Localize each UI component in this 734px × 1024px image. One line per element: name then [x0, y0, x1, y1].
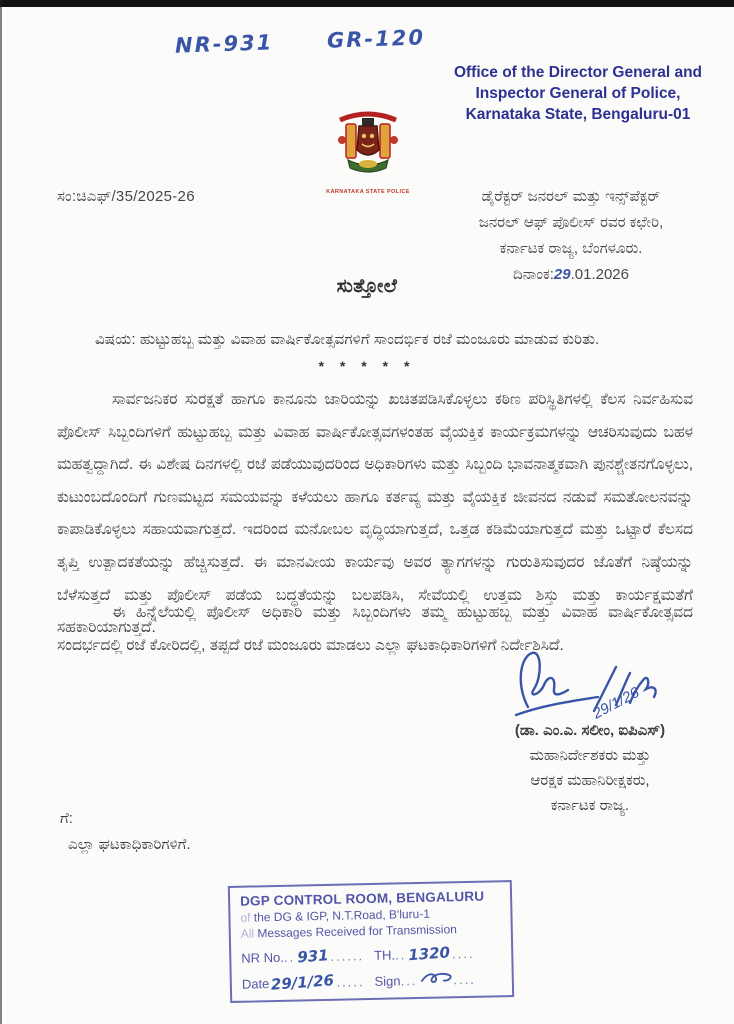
stamp-address-line: the DG & IGP, N.T.Road, B'luru-1 — [253, 906, 431, 925]
reference-number: ಸಂ:ಚಿಎಫ್/35/2025-26 — [57, 188, 195, 205]
asterisk-separator: * * * * * — [318, 358, 416, 374]
date-printed: .01.2026 — [570, 266, 629, 283]
stamp-note-line: Messages Received for Transmission — [257, 922, 458, 941]
stamp-faded-prefix: All — [240, 926, 258, 941]
to-label: ಗೆ: — [60, 810, 73, 827]
dotted-leader: ... — [400, 973, 418, 989]
date-label: ದಿನಾಂಕ: — [513, 266, 554, 283]
issuing-office-address — [420, 184, 722, 288]
handwritten-gr-number: GR-120 — [326, 25, 426, 53]
scan-artifact-left-strip — [0, 0, 2, 1024]
stamp-nr-th-row — [241, 943, 503, 966]
address-line: ಡೈರೆಕ್ಟರ್ ಜನರಲ್ ಮತ್ತು ಇನ್ಸ್‌ಪೆಕ್ಟರ್ — [481, 188, 661, 205]
handwritten-stamp-th: 1320 — [407, 943, 451, 965]
dotted-leader: .... — [451, 945, 475, 962]
signatory-name: (ಡಾ. ಎಂ.ಎ. ಸಲೀಂ, ಐಪಿಎಸ್) — [514, 722, 666, 739]
dotted-leader: .. — [283, 949, 296, 965]
stamp-signature-scribble-icon — [419, 970, 453, 985]
stamp-th-label: TH. — [373, 947, 396, 963]
signatory-designation: ಕರ್ನಾಟಕ ರಾಜ್ಯ. — [550, 797, 630, 814]
stamp-nr-label: NR No. — [241, 949, 285, 966]
subject-line: ವಿಷಯ: ಹುಟ್ಟುಹಬ್ಬ ಮತ್ತು ವಿವಾಹ ವಾರ್ಷಿಕೋತ್ಸವಗಳಿಗೆ ಸಾಂದರ್ಭಿಕ ರಜೆ ಮಂಜೂರು ಮಾಡುವ ಕುರಿತು. — [95, 331, 600, 348]
stamp-date-sign-row — [242, 969, 504, 992]
recipient-line: ಎಲ್ಲಾ ಘಟಕಾಧಿಕಾರಿಗಳಿಗೆ. — [68, 836, 191, 853]
signature-date-mark: 29/1/26 — [589, 684, 643, 723]
stamp-sign-label: Sign — [374, 973, 401, 989]
dotted-leader: ..... — [336, 974, 365, 990]
address-line: ಜನರಲ್ ಆಫ್ ಪೊಲೀಸ್ ರವರ ಕಛೇರಿ, — [478, 214, 664, 231]
body-paragraph-2: ಈ ಹಿನ್ನೆಲೆಯಲ್ಲಿ ಪೊಲೀಸ್ ಅಧಿಕಾರಿ ಮತ್ತು ಸಿಬ್ಬಂದಿಗಳು ತಮ್ಮ ಹುಟ್ಟುಹಬ್ಬ ಮತ್ತು ವಿವಾಹ ವಾರ್ಷಿಕೋತ್ಸವದ ಸಂದರ್ಭದಲ್ಲಿ ರಜೆ ಕೋರಿದಲ್ಲಿ, ತಪ್ಪದೆ ರಜೆ ಮಂಜೂರು ಮಾಡಲು ಎಲ್ಲಾ ಘಟಕಾಧಿಕಾರಿಗಳಿಗೆ ನಿರ್ದೇಶಿಸಿದೆ. — [57, 604, 693, 654]
stamp-date-label: Date — [241, 976, 270, 992]
signatory-designation: ಮಹಾನಿರ್ದೇಶಕರು ಮತ್ತು — [529, 747, 651, 764]
handwritten-date-day: 29 — [553, 266, 571, 283]
dotted-leader: ...... — [330, 948, 365, 964]
letterhead-line: Office of the Director General and — [453, 64, 703, 81]
dotted-leader: .. — [394, 947, 407, 963]
address-line: ಕರ್ನಾಟಕ ರಾಜ್ಯ, ಬೆಂಗಳೂರು. — [499, 240, 643, 257]
handwritten-stamp-nr: 931 — [296, 946, 330, 967]
scan-artifact-top-bar — [0, 0, 734, 7]
karnataka-state-police-emblem — [322, 106, 414, 195]
dotted-leader: .... — [453, 971, 476, 988]
signatory-block — [470, 718, 710, 818]
police-crest-icon — [322, 106, 414, 190]
emblem-caption: KARNATAKA STATE POLICE — [326, 189, 410, 195]
dgp-control-room-stamp — [228, 880, 514, 1003]
signatory-designation: ಆರಕ್ಷಕ ಮಹಾನಿರೀಕ್ಷಕರು, — [530, 772, 650, 789]
stamp-title: DGP CONTROL ROOM, BENGALURU — [239, 888, 485, 909]
letterhead-office-title — [432, 62, 724, 125]
document-title: ಸುತ್ತೋಲೆ — [336, 276, 398, 297]
body-paragraph-1: ಸಾರ್ವಜನಿಕರ ಸುರಕ್ಷತೆ ಹಾಗೂ ಕಾನೂನು ಜಾರಿಯನ್ನು ಖಚಿತಪಡಿಸಿಕೊಳ್ಳಲು ಕಠಿಣ ಪರಿಸ್ಥಿತಿಗಳಲ್ಲಿ ಕೆಲಸ ನಿರ್ವಹಿಸುವ ಪೊಲೀಸ್ ಸಿಬ್ಬಂದಿಗಳಿಗೆ ಹುಟ್ಟುಹಬ್ಬ ಮತ್ತು ವಿವಾಹ ವಾರ್ಷಿಕೋತ್ಸವಗಳಂತಹ ವೈಯಕ್ತಿಕ ಕಾರ್ಯಕ್ರಮಗಳನ್ನು ಆಚರಿಸುವುದು ಬಹಳ ಮಹತ್ವದ್ದಾಗಿದೆ. ಈ ವಿಶೇಷ ದಿನಗಳಲ್ಲಿ ರಜೆ ಪಡೆಯುವುದರಿಂದ ಅಧಿಕಾರಿಗಳು ಮತ್ತು ಸಿಬ್ಬಂದಿ ಭಾವನಾತ್ಮಕವಾಗಿ ಪುನಶ್ಚೇತನಗೊಳ್ಳಲು, ಕುಟುಂಬದೊಂದಿಗೆ ಗುಣಮಟ್ಟದ ಸಮಯವನ್ನು ಕಳೆಯಲು ಹಾಗೂ ಕರ್ತವ್ಯ ಮತ್ತು ವೈಯಕ್ತಿಕ ಜೀವನದ ನಡುವೆ ಸಮತೋಲನವನ್ನು ಕಾಪಾಡಿಕೊಳ್ಳಲು ಸಹಾಯವಾಗುತ್ತದೆ. ಇದರಿಂದ ಮನೋಬಲ ವೃದ್ಧಿಯಾಗುತ್ತದೆ, ಒತ್ತಡ ಕಡಿಮೆಯಾಗುತ್ತದೆ ಮತ್ತು ಒಟ್ಟಾರೆ ಕೆಲಸದ ತೃಪ್ತಿ ಉತ್ಪಾದಕತೆಯನ್ನು ಹೆಚ್ಚಿಸುತ್ತದೆ. ಈ ಮಾನವೀಯ ಕಾರ್ಯವು ಅವರ ತ್ಯಾಗಗಳನ್ನು ಗುರುತಿಸುವುದರ ಜೊತೆಗೆ ನಿಷ್ಠೆಯನ್ನು ಬೆಳೆಸುತ್ತದೆ ಮತ್ತು ಪೊಲೀಸ್ ಪಡೆಯ ಬದ್ಧತೆಯನ್ನು ಬಲಪಡಿಸಿ, ಸೇವೆಯಲ್ಲಿ ಉತ್ತಮ ಶಿಸ್ತು ಮತ್ತು ಕಾರ್ಯಕ್ಷಮತೆಗೆ ಸಹಕಾರಿಯಾಗುತ್ತದೆ. — [57, 391, 693, 637]
handwritten-stamp-date: 29/1/26 — [270, 971, 336, 994]
stamp-faded-prefix: of — [240, 910, 254, 925]
handwritten-nr-number: NR-931 — [174, 30, 274, 58]
letterhead-line: Inspector General of Police, — [475, 85, 681, 102]
letterhead-line: Karnataka State, Bengaluru-01 — [465, 106, 691, 123]
